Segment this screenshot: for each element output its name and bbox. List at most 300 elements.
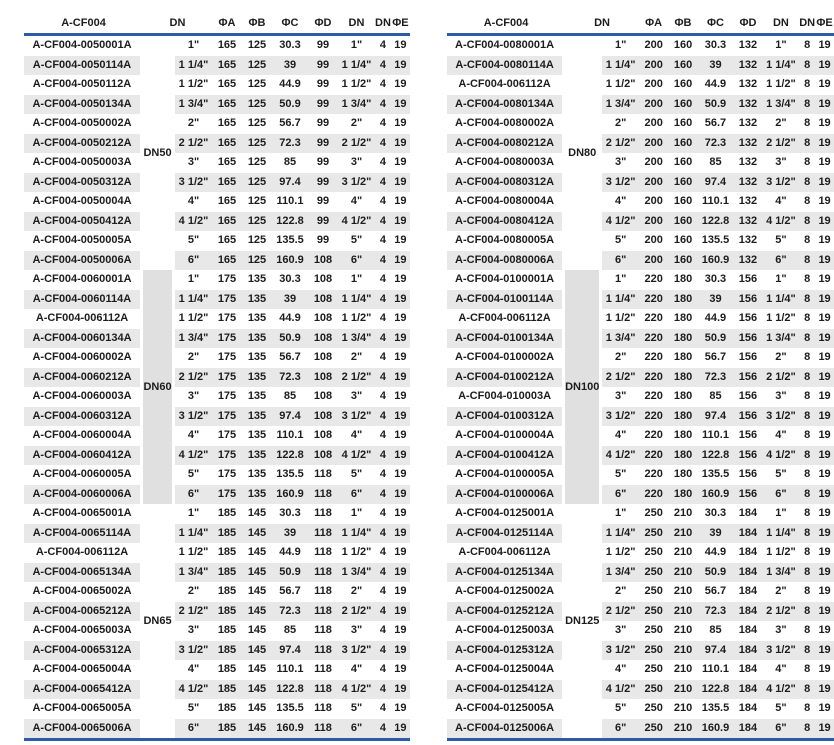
- phi-b-cell: 180: [668, 290, 697, 310]
- table-row: [24, 36, 410, 56]
- dn-size-cell: 1 3/4": [175, 563, 212, 583]
- dn-size-cell: 4 1/2": [602, 446, 639, 466]
- part-number-cell: A-CF004-0060412A: [24, 446, 143, 466]
- dn-size2-cell: 1": [775, 39, 787, 52]
- dn-size2-cell: 6": [338, 485, 375, 505]
- bolt-count-cell: 4: [375, 485, 391, 505]
- phi-d-cell: 156: [733, 407, 762, 427]
- table-row: [447, 543, 834, 563]
- bolt-count-cell: 8: [799, 134, 815, 154]
- part-number-cell: A-CF004-0125004A: [447, 660, 565, 680]
- dn-size-cell: 5": [614, 468, 627, 481]
- phi-b-cell: 135: [242, 329, 272, 349]
- phi-d-cell: 118: [314, 546, 332, 559]
- phi-b-cell: 180: [673, 273, 693, 286]
- part-number-cell: A-CF004-0060001A: [24, 270, 143, 290]
- phi-d-cell: 99: [308, 56, 338, 76]
- part-number-cell: A-CF004-0080212A: [447, 134, 565, 154]
- bolt-count-cell: 4: [375, 524, 391, 544]
- bolt-count-cell: 8: [804, 234, 811, 247]
- part-number-cell: A-CF004-0060002A: [24, 348, 143, 368]
- phi-e-cell: 19: [818, 429, 831, 442]
- bolt-count-cell: 4: [379, 507, 386, 520]
- table-row: [447, 621, 834, 641]
- dn-size-cell: 1 1/4": [175, 524, 212, 544]
- phi-b-cell: 145: [242, 563, 272, 583]
- table-row: [24, 368, 410, 388]
- phi-a-cell: 175: [217, 429, 237, 442]
- table-row: [447, 660, 834, 680]
- phi-c-cell: 39: [272, 56, 308, 76]
- phi-a-cell: 185: [217, 663, 237, 676]
- part-number-cell: A-CF004-0050112A: [24, 75, 143, 95]
- phi-c-cell: 56.7: [704, 351, 727, 364]
- table-row: [24, 387, 410, 407]
- table-row: [447, 680, 834, 700]
- bolt-count-cell: 4: [375, 446, 391, 466]
- phi-b-cell: 125: [242, 212, 272, 232]
- phi-b-cell: 125: [242, 134, 272, 154]
- column-header-phi-b: ΦB: [668, 12, 697, 36]
- column-header-dn: DN: [143, 12, 212, 36]
- dn-size-cell: 2 1/2": [602, 368, 639, 388]
- phi-e-cell: 19: [394, 117, 407, 130]
- phi-a-cell: 200: [644, 195, 663, 208]
- spec-table: [447, 12, 834, 738]
- phi-e-cell: 19: [818, 702, 831, 715]
- bolt-count-cell: 4: [379, 195, 386, 208]
- phi-b-cell: 210: [673, 585, 693, 598]
- part-number-cell: A-CF004-0125005A: [447, 699, 565, 719]
- dn-size2-cell: 1 1/4": [763, 56, 800, 76]
- dn-size-cell: 6": [602, 719, 639, 739]
- phi-e-cell: 19: [394, 234, 407, 247]
- phi-d-cell: 132: [738, 156, 758, 169]
- phi-b-cell: 210: [673, 507, 693, 520]
- phi-d-cell: 132: [733, 134, 762, 154]
- phi-c-cell: 30.3: [704, 507, 727, 520]
- phi-d-cell: 184: [738, 702, 758, 715]
- dn-size-cell: 1": [614, 507, 627, 520]
- part-number-cell: A-CF004-0060134A: [24, 329, 143, 349]
- phi-e-cell: 19: [815, 251, 834, 271]
- phi-b-cell: 135: [247, 429, 267, 442]
- dn-size-cell: 2": [187, 351, 200, 364]
- dn-size-cell: 6": [175, 485, 212, 505]
- phi-c-cell: 56.7: [704, 117, 727, 130]
- dn-size2-cell: 4": [350, 429, 363, 442]
- table-row: [24, 173, 410, 193]
- phi-e-cell: 19: [818, 117, 831, 130]
- phi-b-cell: 160: [668, 95, 697, 115]
- dn-size2-cell: 1": [775, 507, 787, 520]
- bolt-count-cell: 4: [379, 546, 386, 559]
- dn-size-cell: 4 1/2": [175, 212, 212, 232]
- bolt-count-cell: 8: [799, 212, 815, 232]
- dn-size-cell: 3": [187, 390, 200, 403]
- phi-a-cell: 220: [639, 290, 668, 310]
- phi-a-cell: 220: [639, 446, 668, 466]
- phi-e-cell: 19: [818, 507, 831, 520]
- dn-size2-cell: 1 3/4": [338, 329, 375, 349]
- part-number-cell: A-CF004-0080002A: [447, 114, 565, 134]
- dn-size2-cell: 2": [775, 351, 787, 364]
- phi-d-cell: 156: [738, 273, 758, 286]
- table-row: [447, 270, 834, 290]
- phi-b-cell: 145: [242, 602, 272, 622]
- phi-a-cell: 250: [644, 663, 663, 676]
- phi-c-cell: 50.9: [272, 563, 308, 583]
- phi-c-cell: 44.9: [704, 546, 727, 559]
- phi-d-cell: 132: [733, 56, 762, 76]
- part-number-cell: A-CF004-0050006A: [24, 251, 143, 271]
- phi-a-cell: 175: [212, 290, 242, 310]
- dn-size-cell: 3 1/2": [602, 173, 639, 193]
- dn-size-cell: 1": [614, 39, 627, 52]
- phi-e-cell: 19: [815, 290, 834, 310]
- phi-e-cell: 19: [391, 407, 410, 427]
- header-row: [24, 12, 410, 36]
- phi-b-cell: 145: [242, 524, 272, 544]
- dn-size-cell: 1 1/4": [175, 290, 212, 310]
- dn-group-label: DN80: [565, 36, 602, 270]
- phi-c-cell: 160.9: [272, 485, 308, 505]
- dn-size2-cell: 4": [350, 195, 363, 208]
- dn-size2-cell: 3 1/2": [338, 641, 375, 661]
- dn-size-cell: 1 3/4": [175, 95, 212, 115]
- phi-a-cell: 165: [217, 78, 237, 91]
- phi-c-cell: 85: [709, 624, 722, 637]
- phi-e-cell: 19: [815, 524, 834, 544]
- phi-e-cell: 19: [818, 390, 831, 403]
- phi-a-cell: 185: [212, 641, 242, 661]
- phi-c-cell: 160.9: [698, 251, 734, 271]
- table-row: [24, 465, 410, 485]
- part-number-cell: A-CF004-0080005A: [447, 231, 565, 251]
- phi-e-cell: 19: [394, 702, 407, 715]
- phi-e-cell: 19: [394, 507, 407, 520]
- phi-a-cell: 220: [639, 329, 668, 349]
- dn-size2-cell: 1 3/4": [763, 329, 800, 349]
- phi-c-cell: 135.5: [276, 234, 304, 247]
- phi-e-cell: 19: [394, 663, 407, 676]
- table-row: [447, 309, 834, 329]
- phi-a-cell: 220: [644, 312, 663, 325]
- phi-e-cell: 19: [391, 563, 410, 583]
- dn-size2-cell: 3": [350, 624, 363, 637]
- phi-e-cell: 19: [815, 446, 834, 466]
- phi-d-cell: 156: [738, 390, 758, 403]
- phi-b-cell: 210: [673, 663, 693, 676]
- table-row: [24, 485, 410, 505]
- dn-size-cell: 3": [614, 624, 627, 637]
- phi-d-cell: 118: [314, 585, 332, 598]
- phi-c-cell: 97.4: [272, 173, 308, 193]
- phi-b-cell: 210: [668, 602, 697, 622]
- phi-b-cell: 125: [247, 117, 267, 130]
- phi-c-cell: 72.3: [272, 368, 308, 388]
- phi-b-cell: 135: [242, 407, 272, 427]
- phi-a-cell: 185: [212, 719, 242, 739]
- phi-c-cell: 50.9: [272, 329, 308, 349]
- phi-d-cell: 108: [308, 368, 338, 388]
- table-row: [24, 641, 410, 661]
- part-number-cell: A-CF004-0050002A: [24, 114, 143, 134]
- phi-a-cell: 200: [639, 56, 668, 76]
- phi-a-cell: 200: [639, 251, 668, 271]
- dn-size2-cell: 1 1/4": [338, 524, 375, 544]
- phi-d-cell: 156: [738, 429, 758, 442]
- dn-size2-cell: 4 1/2": [338, 680, 375, 700]
- bolt-count-cell: 4: [379, 156, 386, 169]
- dn-size2-cell: 1 1/4": [763, 524, 800, 544]
- phi-b-cell: 135: [242, 290, 272, 310]
- part-number-cell: A-CF004-010003A: [447, 387, 565, 407]
- part-number-cell: A-CF004-0050134A: [24, 95, 143, 115]
- table-row: [24, 270, 410, 290]
- phi-e-cell: 19: [815, 329, 834, 349]
- phi-d-cell: 99: [308, 173, 338, 193]
- table-row: [24, 134, 410, 154]
- dn-size-cell: 5": [187, 702, 200, 715]
- phi-a-cell: 250: [644, 546, 663, 559]
- phi-e-cell: 19: [394, 429, 407, 442]
- table-row: [447, 602, 834, 622]
- phi-a-cell: 185: [217, 585, 237, 598]
- phi-b-cell: 125: [242, 251, 272, 271]
- column-header-part: A-CF004: [447, 12, 565, 36]
- phi-c-cell: 85: [709, 390, 722, 403]
- phi-e-cell: 19: [391, 95, 410, 115]
- dn-size2-cell: 2": [350, 585, 363, 598]
- dn-size-cell: 5": [614, 234, 627, 247]
- dn-size2-cell: 1 3/4": [338, 95, 375, 115]
- phi-e-cell: 19: [394, 546, 407, 559]
- phi-d-cell: 108: [308, 329, 338, 349]
- dn-size2-cell: 2": [775, 117, 787, 130]
- part-number-cell: A-CF004-0050004A: [24, 192, 143, 212]
- phi-c-cell: 135.5: [276, 468, 304, 481]
- table-row: [447, 524, 834, 544]
- dn-size-cell: 1 1/4": [602, 524, 639, 544]
- dn-size2-cell: 1": [350, 39, 363, 52]
- spec-table-left: [24, 12, 410, 741]
- phi-e-cell: 19: [818, 351, 831, 364]
- table-row: [447, 368, 834, 388]
- part-number-cell: A-CF004-0080134A: [447, 95, 565, 115]
- phi-b-cell: 145: [242, 641, 272, 661]
- dn-size2-cell: 1 1/2": [341, 546, 372, 559]
- phi-a-cell: 200: [644, 39, 663, 52]
- phi-a-cell: 200: [644, 234, 663, 247]
- phi-e-cell: 19: [394, 39, 407, 52]
- phi-c-cell: 122.8: [698, 446, 734, 466]
- dn-size-cell: 6": [602, 251, 639, 271]
- table-row: [447, 114, 834, 134]
- phi-a-cell: 175: [212, 407, 242, 427]
- table-row: [24, 563, 410, 583]
- phi-d-cell: 184: [733, 641, 762, 661]
- phi-d-cell: 99: [316, 78, 330, 91]
- part-number-cell: A-CF004-0100005A: [447, 465, 565, 485]
- dn-group-label: DN60: [143, 270, 175, 504]
- phi-d-cell: 184: [738, 585, 758, 598]
- phi-d-cell: 118: [314, 702, 332, 715]
- phi-d-cell: 108: [313, 273, 333, 286]
- phi-a-cell: 220: [644, 273, 663, 286]
- dn-size2-cell: 6": [338, 719, 375, 739]
- dn-size-cell: 2": [614, 117, 627, 130]
- table-row: [447, 485, 834, 505]
- phi-d-cell: 132: [733, 251, 762, 271]
- table-row: [24, 621, 410, 641]
- part-number-cell: A-CF004-0125412A: [447, 680, 565, 700]
- phi-d-cell: 99: [316, 117, 330, 130]
- phi-d-cell: 156: [733, 485, 762, 505]
- dn-size2-cell: 1 1/4": [763, 290, 800, 310]
- bolt-count-cell: 8: [804, 78, 811, 91]
- phi-a-cell: 250: [639, 602, 668, 622]
- bolt-count-cell: 8: [799, 173, 815, 193]
- dn-size2-cell: 1": [350, 507, 363, 520]
- part-number-cell: A-CF004-006112A: [447, 543, 565, 563]
- dn-size-cell: 1 1/2": [178, 312, 209, 325]
- table-row: [447, 465, 834, 485]
- phi-e-cell: 19: [818, 468, 831, 481]
- dn-size2-cell: 2 1/2": [763, 368, 800, 388]
- table-row: [447, 699, 834, 719]
- dn-size-cell: 1 1/4": [602, 56, 639, 76]
- table-row: [24, 524, 410, 544]
- phi-a-cell: 200: [644, 78, 663, 91]
- part-number-cell: A-CF004-0080006A: [447, 251, 565, 271]
- bolt-count-cell: 8: [804, 585, 811, 598]
- phi-d-cell: 99: [316, 156, 330, 169]
- part-number-cell: A-CF004-0125134A: [447, 563, 565, 583]
- phi-c-cell: 50.9: [272, 95, 308, 115]
- phi-a-cell: 165: [212, 95, 242, 115]
- phi-b-cell: 160: [673, 117, 693, 130]
- bolt-count-cell: 8: [804, 351, 811, 364]
- dn-size-cell: 4": [614, 429, 627, 442]
- phi-c-cell: 50.9: [698, 563, 734, 583]
- phi-e-cell: 19: [394, 78, 407, 91]
- phi-e-cell: 19: [391, 680, 410, 700]
- phi-d-cell: 132: [738, 234, 758, 247]
- phi-d-cell: 156: [733, 446, 762, 466]
- column-header-phi-a: ΦA: [639, 12, 668, 36]
- phi-d-cell: 156: [738, 312, 758, 325]
- dn-size-cell: 2 1/2": [602, 602, 639, 622]
- phi-c-cell: 122.8: [272, 212, 308, 232]
- phi-c-cell: 122.8: [698, 680, 734, 700]
- phi-c-cell: 122.8: [698, 212, 734, 232]
- phi-d-cell: 108: [308, 251, 338, 271]
- column-header-phi-e: ΦE: [815, 12, 834, 36]
- bolt-count-cell: 8: [799, 563, 815, 583]
- dn-size-cell: 2 1/2": [602, 134, 639, 154]
- phi-b-cell: 145: [242, 680, 272, 700]
- phi-c-cell: 56.7: [279, 585, 301, 598]
- phi-a-cell: 220: [644, 468, 663, 481]
- phi-b-cell: 125: [247, 195, 267, 208]
- part-number-cell: A-CF004-0065134A: [24, 563, 143, 583]
- phi-a-cell: 220: [644, 429, 663, 442]
- phi-b-cell: 180: [668, 485, 697, 505]
- bolt-count-cell: 8: [799, 485, 815, 505]
- bolt-count-cell: 8: [804, 117, 811, 130]
- phi-d-cell: 184: [738, 663, 758, 676]
- phi-b-cell: 180: [668, 329, 697, 349]
- table-row: [24, 192, 410, 212]
- phi-e-cell: 19: [815, 719, 834, 739]
- phi-a-cell: 250: [639, 680, 668, 700]
- dn-size2-cell: 4": [350, 663, 363, 676]
- dn-size-cell: 1 3/4": [602, 563, 639, 583]
- phi-a-cell: 250: [639, 563, 668, 583]
- phi-c-cell: 85: [283, 624, 297, 637]
- phi-c-cell: 56.7: [279, 117, 301, 130]
- phi-c-cell: 72.3: [698, 602, 734, 622]
- table-row: [447, 446, 834, 466]
- part-number-cell: A-CF004-0060004A: [24, 426, 143, 446]
- table-row: [24, 680, 410, 700]
- phi-d-cell: 99: [308, 134, 338, 154]
- phi-e-cell: 19: [818, 39, 831, 52]
- phi-b-cell: 180: [668, 407, 697, 427]
- dn-size-cell: 4": [614, 663, 627, 676]
- table-row: [24, 504, 410, 524]
- bolt-count-cell: 4: [375, 563, 391, 583]
- table-row: [24, 348, 410, 368]
- phi-a-cell: 165: [212, 251, 242, 271]
- phi-c-cell: 30.3: [704, 273, 727, 286]
- phi-c-cell: 122.8: [272, 680, 308, 700]
- phi-d-cell: 132: [733, 212, 762, 232]
- part-number-cell: A-CF004-0125001A: [447, 504, 565, 524]
- phi-b-cell: 125: [242, 95, 272, 115]
- part-number-cell: A-CF004-0065114A: [24, 524, 143, 544]
- table-row: [447, 251, 834, 271]
- part-number-cell: A-CF004-0060006A: [24, 485, 143, 505]
- phi-e-cell: 19: [394, 273, 407, 286]
- table-row: [447, 563, 834, 583]
- phi-a-cell: 165: [217, 156, 237, 169]
- phi-d-cell: 132: [738, 195, 758, 208]
- bolt-count-cell: 4: [379, 117, 386, 130]
- phi-c-cell: 72.3: [698, 368, 734, 388]
- table-row: [24, 251, 410, 271]
- dn-size2-cell: 5": [775, 234, 787, 247]
- phi-e-cell: 19: [815, 641, 834, 661]
- dn-size-cell: 1 1/2": [605, 78, 636, 91]
- phi-e-cell: 19: [815, 680, 834, 700]
- dn-size-cell: 4 1/2": [602, 680, 639, 700]
- phi-e-cell: 19: [391, 524, 410, 544]
- dn-size2-cell: 2 1/2": [763, 134, 800, 154]
- dn-size-cell: 1": [187, 507, 200, 520]
- phi-a-cell: 165: [217, 39, 237, 52]
- part-number-cell: A-CF004-0125002A: [447, 582, 565, 602]
- phi-e-cell: 19: [394, 351, 407, 364]
- bolt-count-cell: 8: [799, 602, 815, 622]
- phi-e-cell: 19: [391, 212, 410, 232]
- phi-a-cell: 175: [212, 329, 242, 349]
- dn-size2-cell: 1 1/4": [338, 290, 375, 310]
- dn-size-cell: 1 1/4": [602, 290, 639, 310]
- phi-a-cell: 250: [644, 702, 663, 715]
- phi-d-cell: 118: [308, 563, 338, 583]
